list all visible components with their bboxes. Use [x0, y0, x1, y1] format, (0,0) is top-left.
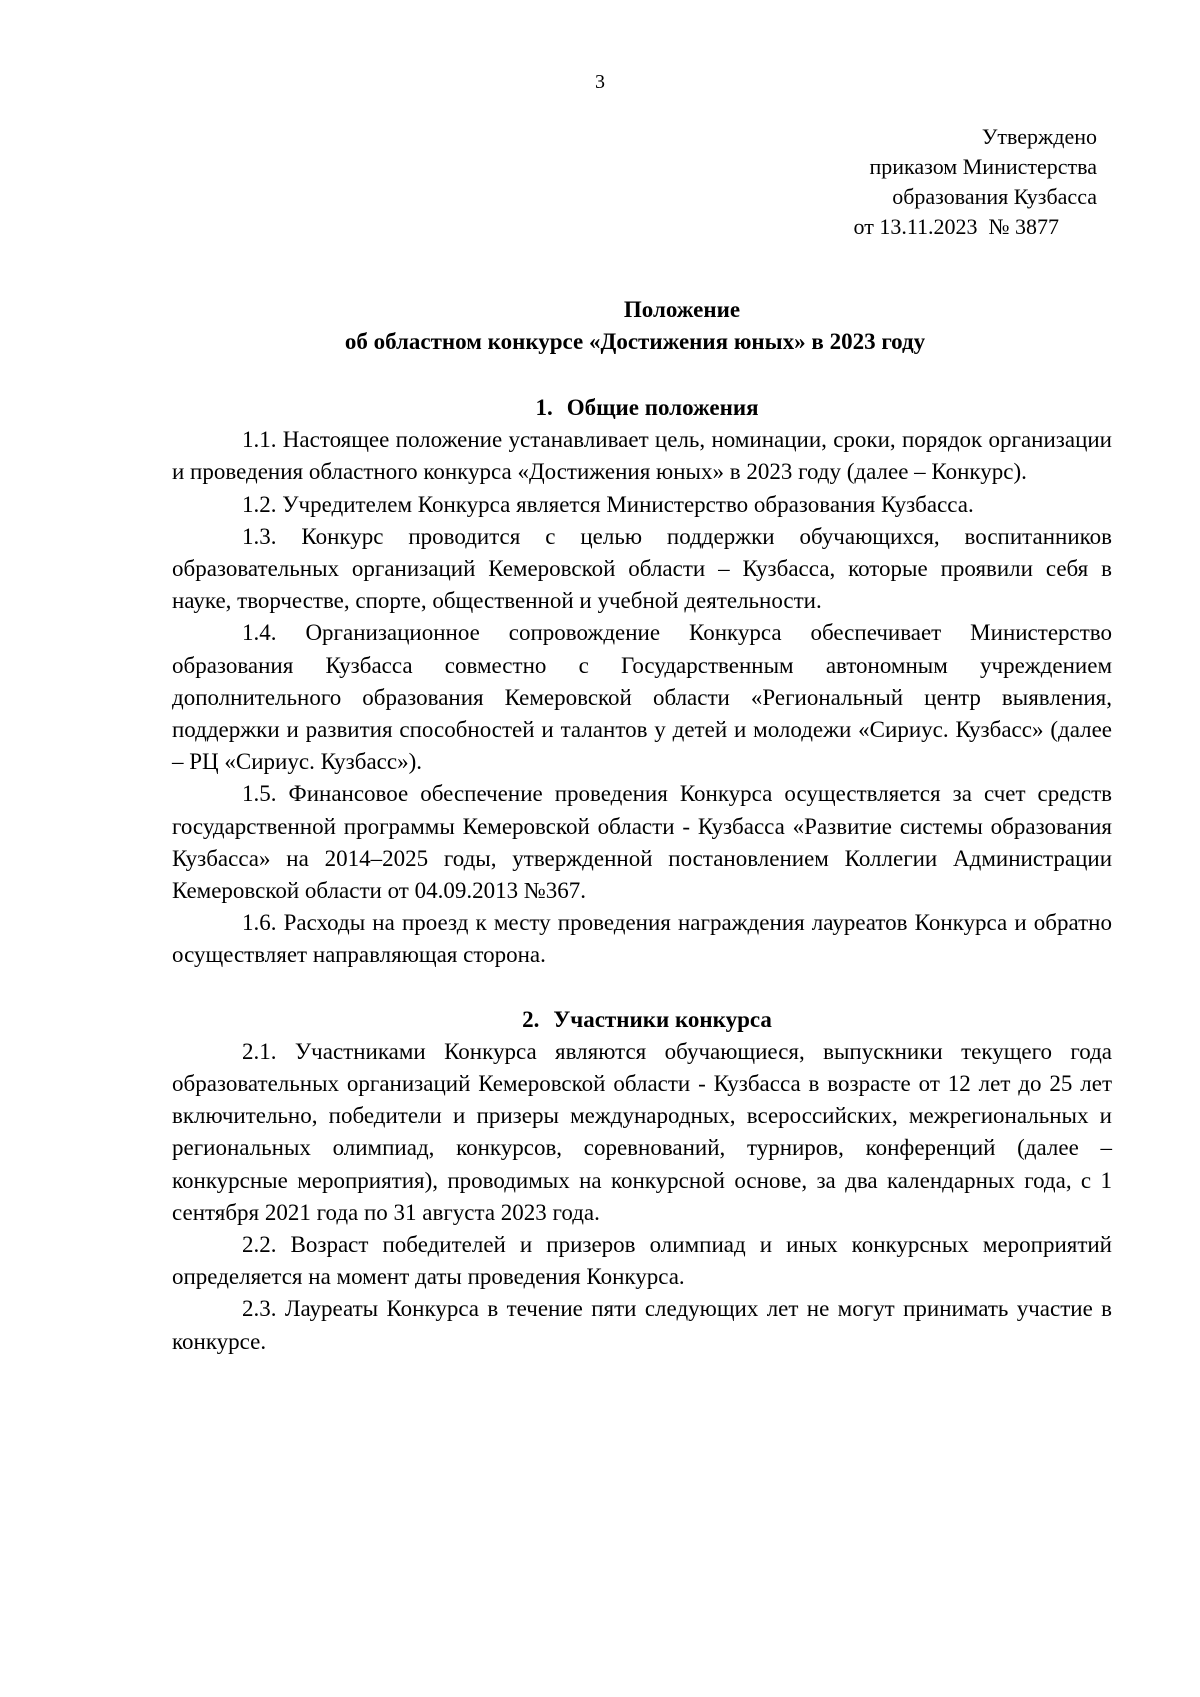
- paragraph-2-1: 2.1. Участниками Конкурса являются обучающиеся, выпускники текущего года образовательных организаций Кемеровской области - Кузбасса в возрасте от 12 лет до 25 лет включительно, победители и призеры международных, всероссийских, межрегиональных и региональных олимпиад, конкурсов, соревнований, турниров, конференций (далее – конкурсные мероприятия), проводимых на конкурсной основе, за два календарных года, с 1 сентября 2021 года по 31 августа 2023 года.: [172, 1038, 1112, 1225]
- paragraph-2-2: 2.2. Возраст победителей и призеров олимпиад и иных конкурсных мероприятий определяется на момент даты проведения Конкурса.: [172, 1232, 1112, 1290]
- paragraph-1-4: 1.4. Организационное сопровождение Конкурса обеспечивает Министерство образования Кузбасса совместно с Государственным автономным учреждением дополнительного образования Кемеровской области «Региональный центр выявления, поддержки и развития способностей и талантов у детей и молодежи «Сириус. Кузбасс» (далее – РЦ «Сириус. Кузбасс»).: [172, 620, 1112, 775]
- paragraph-1-2: 1.2. Учредителем Конкурса является Министерство образования Кузбасса.: [242, 491, 974, 517]
- section-number: 2.: [522, 1006, 540, 1032]
- approval-line: образования Кузбасса: [892, 184, 1097, 209]
- section-title: Участники конкурса: [553, 1006, 772, 1032]
- approval-line: приказом Министерства: [869, 154, 1097, 179]
- document-body: [172, 392, 1112, 1358]
- section-title: Общие положения: [566, 395, 759, 420]
- approval-line: Утверждено: [981, 124, 1097, 149]
- paragraph-1-5: 1.5. Финансовое обеспечение проведения Конкурса осуществляется за счет средств государственной программы Кемеровской области - Кузбасса «Развитие системы образования Кузбасса» на 2014–2025 годы, утвержденной постановлением Коллегии Администрации Кемеровской области от 04.09.2013 №367.: [172, 781, 1112, 904]
- paragraph-1-1: 1.1. Настоящее положение устанавливает цель, номинации, сроки, порядок организации и проведения областного конкурса «Достижения юных» в 2023 году (далее – Конкурс).: [172, 427, 1112, 485]
- section-number: 1.: [535, 395, 553, 420]
- document-title: [170, 294, 1100, 358]
- approval-date-line: от 13.11.2023 № 3877: [853, 214, 1059, 239]
- approval-stamp: [854, 122, 1098, 242]
- section-heading-general: [172, 392, 1112, 424]
- title-subtitle: об областном конкурсе «Достижения юных» в 2023 году: [344, 329, 926, 354]
- paragraph-1-3: 1.3. Конкурс проводится с целью поддержки обучающихся, воспитанников образовательных организаций Кемеровской области – Кузбасса, которые проявили себя в науке, творчестве, спорте, общественной и учебной деятельности.: [172, 523, 1112, 614]
- paragraph-1-6: 1.6. Расходы на проезд к месту проведения награждения лауреатов Конкурса и обратно осуществляет направляющая сторона.: [172, 910, 1112, 968]
- title-main: Положение: [623, 297, 741, 322]
- section-heading-participants: [172, 1004, 1112, 1036]
- page-number: 3: [595, 71, 605, 93]
- paragraph-2-3: 2.3. Лауреаты Конкурса в течение пяти следующих лет не могут принимать участие в конкурсе.: [172, 1296, 1112, 1354]
